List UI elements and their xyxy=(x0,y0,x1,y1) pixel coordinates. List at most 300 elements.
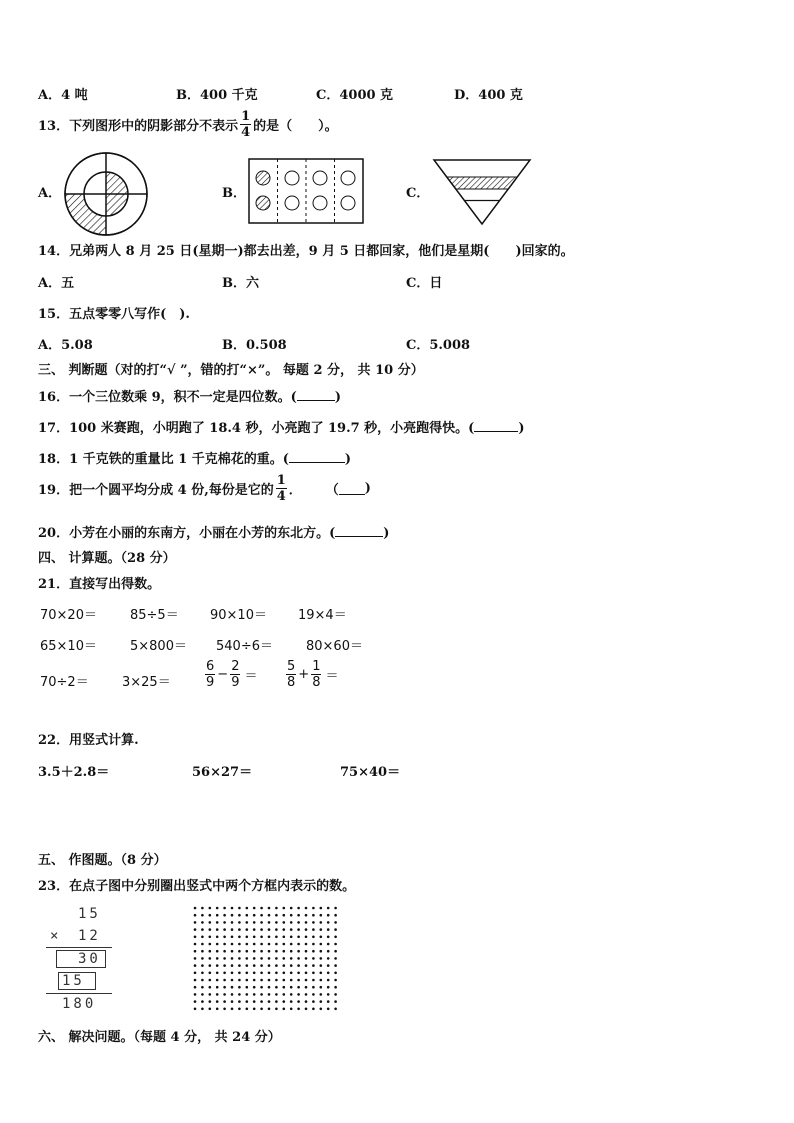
grid-dot xyxy=(275,964,278,967)
grid-dot xyxy=(283,928,286,931)
grid-dot xyxy=(327,921,330,924)
q21-expr-10: 3×25＝ xyxy=(122,675,171,690)
q15-option-b: B．0.508 xyxy=(222,338,287,353)
grid-dot xyxy=(312,1008,315,1011)
grid-dot xyxy=(305,986,308,989)
grid-dot xyxy=(216,993,219,996)
grid-dot xyxy=(334,993,337,996)
grid-dot xyxy=(275,1008,278,1011)
grid-dot xyxy=(320,964,323,967)
grid-dot xyxy=(253,986,256,989)
grid-dot xyxy=(216,1000,219,1003)
grid-dot xyxy=(246,950,249,953)
grid-dot xyxy=(194,950,197,953)
grid-dot xyxy=(268,986,271,989)
grid-dot xyxy=(260,979,263,982)
grid-dot xyxy=(194,957,197,960)
grid-dot xyxy=(327,914,330,917)
grid-dot xyxy=(297,936,300,939)
grid-dot xyxy=(231,943,234,946)
grid-dot xyxy=(297,1008,300,1011)
q21-frac-b-num: 2 xyxy=(231,659,240,674)
grid-dot xyxy=(334,1000,337,1003)
q23-partial-1: 30 xyxy=(78,951,101,967)
grid-dot xyxy=(275,972,278,975)
grid-dot xyxy=(312,957,315,960)
grid-dot xyxy=(334,972,337,975)
grid-dot xyxy=(194,936,197,939)
grid-dot xyxy=(327,993,330,996)
grid-dot xyxy=(223,964,226,967)
section-5-heading: 五、 作图题。（8 分） xyxy=(38,853,167,868)
q19-statement xyxy=(38,474,371,503)
q23-result: 180 xyxy=(62,996,97,1012)
grid-dot xyxy=(231,914,234,917)
grid-dot xyxy=(297,907,300,910)
grid-dot xyxy=(283,907,286,910)
grid-dot xyxy=(312,950,315,953)
q21-expr-3: 90×10＝ xyxy=(210,608,267,623)
q19-fraction xyxy=(276,474,287,503)
grid-dot xyxy=(275,993,278,996)
grid-dot xyxy=(268,979,271,982)
q21-frac-c-num: 5 xyxy=(287,659,296,674)
grid-dot xyxy=(290,936,293,939)
grid-dot xyxy=(268,972,271,975)
grid-dot xyxy=(297,957,300,960)
grid-dot xyxy=(283,1000,286,1003)
q23-top-number: 15 xyxy=(78,906,101,922)
grid-dot xyxy=(305,921,308,924)
grid-dot xyxy=(194,921,197,924)
grid-dot xyxy=(231,972,234,975)
q21-expr-4: 19×4＝ xyxy=(298,608,347,623)
grid-dot xyxy=(194,943,197,946)
grid-dot xyxy=(334,979,337,982)
grid-dot xyxy=(334,936,337,939)
q13-fraction xyxy=(240,110,251,139)
grid-dot xyxy=(305,964,308,967)
q23-rule-2 xyxy=(46,993,112,994)
q17-text: 17．100 米赛跑，小明跑了 18.4 秒，小亮跑了 19.7 秒，小亮跑得快。( xyxy=(38,421,475,436)
q12-option-a: A．4 吨 xyxy=(38,88,88,103)
grid-dot xyxy=(275,979,278,982)
q13-label-b: B． xyxy=(222,186,246,201)
grid-dot xyxy=(305,914,308,917)
grid-dot xyxy=(223,1000,226,1003)
grid-dot xyxy=(209,986,212,989)
grid-dot xyxy=(283,972,286,975)
grid-dot xyxy=(327,964,330,967)
grid-dot xyxy=(312,921,315,924)
grid-dot xyxy=(305,993,308,996)
q20-statement xyxy=(38,522,389,541)
grid-dot xyxy=(231,928,234,931)
grid-dot xyxy=(290,972,293,975)
q23-partial-2: 15 xyxy=(62,973,85,989)
grid-dot xyxy=(305,1008,308,1011)
grid-dot xyxy=(223,1008,226,1011)
grid-dot xyxy=(238,993,241,996)
grid-dot xyxy=(290,1000,293,1003)
grid-dot xyxy=(216,928,219,931)
grid-dot xyxy=(334,964,337,967)
grid-dot xyxy=(246,964,249,967)
grid-dot xyxy=(290,957,293,960)
grid-dot xyxy=(290,964,293,967)
grid-dot xyxy=(268,907,271,910)
grid-dot xyxy=(216,921,219,924)
grid-dot xyxy=(290,979,293,982)
q16-answer-blank[interactable] xyxy=(297,388,335,401)
grid-dot xyxy=(209,993,212,996)
grid-dot xyxy=(246,1000,249,1003)
q19-open-paren: （ xyxy=(325,483,339,498)
grid-dot xyxy=(253,921,256,924)
section-4-heading: 四、 计算题。（28 分） xyxy=(38,551,176,566)
grid-dot xyxy=(320,928,323,931)
grid-dot xyxy=(246,979,249,982)
q13-frac-num: 1 xyxy=(241,109,251,124)
grid-dot xyxy=(253,907,256,910)
grid-dot xyxy=(260,957,263,960)
q21-frac-d-den: 8 xyxy=(312,675,321,690)
q12-option-c: C．4000 克 xyxy=(316,88,394,103)
grid-dot xyxy=(238,964,241,967)
q23-rule-1 xyxy=(46,947,112,948)
grid-dot xyxy=(209,1000,212,1003)
grid-dot xyxy=(305,972,308,975)
grid-dot xyxy=(209,1008,212,1011)
grid-dot xyxy=(297,993,300,996)
grid-dot xyxy=(320,972,323,975)
q15-option-a: A．5.08 xyxy=(38,338,93,353)
grid-dot xyxy=(231,950,234,953)
grid-dot xyxy=(209,928,212,931)
q13-figure-c-triangle xyxy=(432,158,532,226)
grid-dot xyxy=(312,928,315,931)
grid-dot xyxy=(238,936,241,939)
grid-dot xyxy=(246,928,249,931)
grid-dot xyxy=(275,914,278,917)
grid-dot xyxy=(194,914,197,917)
grid-dot xyxy=(246,1008,249,1011)
q20-text: 20．小芳在小丽的东南方，小丽在小芳的东北方。( xyxy=(38,526,336,541)
grid-dot xyxy=(253,943,256,946)
q21-frac-b-den: 9 xyxy=(231,675,240,690)
q21-expr-1: 70×20＝ xyxy=(40,608,97,623)
grid-dot xyxy=(268,993,271,996)
q17-answer-blank[interactable] xyxy=(474,419,518,432)
grid-dot xyxy=(201,1000,204,1003)
grid-dot xyxy=(297,964,300,967)
q22-item-3: 75×40＝ xyxy=(340,765,401,780)
grid-dot xyxy=(253,972,256,975)
grid-dot xyxy=(201,979,204,982)
grid-dot xyxy=(238,950,241,953)
q21-frac-b xyxy=(230,660,240,689)
grid-dot xyxy=(253,1008,256,1011)
grid-dot xyxy=(253,993,256,996)
q13-figure-b-circles xyxy=(248,158,364,224)
grid-dot xyxy=(238,1000,241,1003)
grid-dot xyxy=(216,957,219,960)
grid-dot xyxy=(238,928,241,931)
grid-dot xyxy=(290,914,293,917)
grid-dot xyxy=(201,993,204,996)
q19-frac-num: 1 xyxy=(276,473,286,488)
grid-dot xyxy=(246,921,249,924)
section-6-heading: 六、 解决问题。（每题 4 分， 共 24 分） xyxy=(38,1030,281,1045)
grid-dot xyxy=(238,1008,241,1011)
grid-dot xyxy=(223,957,226,960)
grid-dot xyxy=(260,950,263,953)
grid-dot xyxy=(201,972,204,975)
grid-dot xyxy=(275,907,278,910)
grid-dot xyxy=(231,1000,234,1003)
q17-close-paren: ) xyxy=(518,421,525,436)
q23-dot-grid[interactable] xyxy=(192,905,340,1013)
grid-dot xyxy=(320,943,323,946)
grid-dot xyxy=(209,914,212,917)
q23-times-sign: × xyxy=(50,928,59,944)
q21-title: 21．直接写出得数。 xyxy=(38,577,161,592)
grid-dot xyxy=(253,1000,256,1003)
grid-dot xyxy=(201,950,204,953)
grid-dot xyxy=(209,972,212,975)
grid-dot xyxy=(216,936,219,939)
q12-option-d: D．400 克 xyxy=(454,88,523,103)
grid-dot xyxy=(283,950,286,953)
grid-dot xyxy=(305,957,308,960)
grid-dot xyxy=(268,936,271,939)
grid-dot xyxy=(297,921,300,924)
grid-dot xyxy=(334,928,337,931)
grid-dot xyxy=(238,986,241,989)
grid-dot xyxy=(201,928,204,931)
grid-dot xyxy=(260,993,263,996)
grid-dot xyxy=(223,943,226,946)
grid-dot xyxy=(327,936,330,939)
grid-dot xyxy=(312,979,315,982)
grid-dot xyxy=(297,986,300,989)
grid-dot xyxy=(194,1008,197,1011)
grid-dot xyxy=(334,986,337,989)
grid-dot xyxy=(290,928,293,931)
grid-dot xyxy=(201,914,204,917)
grid-dot xyxy=(312,943,315,946)
grid-dot xyxy=(275,986,278,989)
grid-dot xyxy=(201,936,204,939)
grid-dot xyxy=(297,914,300,917)
grid-dot xyxy=(275,943,278,946)
grid-dot xyxy=(238,907,241,910)
grid-dot xyxy=(327,986,330,989)
q21-frac-c xyxy=(286,660,296,689)
grid-dot xyxy=(260,907,263,910)
grid-dot xyxy=(320,1000,323,1003)
grid-dot xyxy=(297,1000,300,1003)
grid-dot xyxy=(297,928,300,931)
grid-dot xyxy=(238,914,241,917)
grid-dot xyxy=(290,950,293,953)
grid-dot xyxy=(238,979,241,982)
q21-frac-op-plus: + xyxy=(298,667,310,682)
grid-dot xyxy=(231,993,234,996)
q19-frac-den: 4 xyxy=(276,489,286,504)
grid-dot xyxy=(223,993,226,996)
q18-statement xyxy=(38,448,351,467)
q21-expr-6: 5×800＝ xyxy=(130,639,187,654)
grid-dot xyxy=(327,979,330,982)
grid-dot xyxy=(201,921,204,924)
grid-dot xyxy=(268,914,271,917)
grid-dot xyxy=(209,936,212,939)
q14-option-b: B．六 xyxy=(222,276,259,291)
q21-expr-8: 80×60＝ xyxy=(306,639,363,654)
grid-dot xyxy=(283,986,286,989)
grid-dot xyxy=(305,907,308,910)
grid-dot xyxy=(201,986,204,989)
grid-dot xyxy=(327,943,330,946)
q19-answer-blank[interactable] xyxy=(339,482,365,495)
grid-dot xyxy=(231,957,234,960)
grid-dot xyxy=(260,1008,263,1011)
grid-dot xyxy=(223,972,226,975)
q21-expr-12 xyxy=(284,660,338,689)
grid-dot xyxy=(246,957,249,960)
grid-dot xyxy=(290,943,293,946)
grid-dot xyxy=(253,936,256,939)
grid-dot xyxy=(327,950,330,953)
grid-dot xyxy=(260,928,263,931)
grid-dot xyxy=(283,936,286,939)
grid-dot xyxy=(283,1008,286,1011)
grid-dot xyxy=(231,907,234,910)
grid-dot xyxy=(223,950,226,953)
q19-close-paren: ) xyxy=(364,481,371,496)
grid-dot xyxy=(253,928,256,931)
grid-dot xyxy=(194,986,197,989)
grid-dot xyxy=(253,950,256,953)
grid-dot xyxy=(216,986,219,989)
q18-close-paren: ) xyxy=(344,452,352,467)
grid-dot xyxy=(238,921,241,924)
grid-dot xyxy=(334,957,337,960)
grid-dot xyxy=(320,957,323,960)
grid-dot xyxy=(223,936,226,939)
grid-dot xyxy=(320,986,323,989)
q14-option-c: C．日 xyxy=(406,276,443,291)
q13-text-before: 13．下列图形中的阴影部分不表示 xyxy=(38,119,239,134)
grid-dot xyxy=(334,914,337,917)
grid-dot xyxy=(260,914,263,917)
grid-dot xyxy=(268,964,271,967)
grid-dot xyxy=(320,1008,323,1011)
grid-dot xyxy=(305,943,308,946)
grid-dot xyxy=(268,921,271,924)
grid-dot xyxy=(327,1008,330,1011)
grid-dot xyxy=(290,921,293,924)
grid-dot xyxy=(231,1008,234,1011)
q21-frac-a xyxy=(205,660,215,689)
q19-text-after: ． xyxy=(288,483,302,498)
q21-expr-2: 85÷5＝ xyxy=(130,608,179,623)
grid-dot xyxy=(312,936,315,939)
grid-dot xyxy=(246,914,249,917)
grid-dot xyxy=(327,928,330,931)
q21-frac-d-num: 1 xyxy=(312,659,321,674)
q21-expr-11 xyxy=(203,660,257,689)
grid-dot xyxy=(312,972,315,975)
grid-dot xyxy=(253,914,256,917)
grid-dot xyxy=(290,986,293,989)
grid-dot xyxy=(320,993,323,996)
q20-close-paren: ) xyxy=(383,526,390,541)
grid-dot xyxy=(209,964,212,967)
grid-dot xyxy=(334,921,337,924)
grid-dot xyxy=(238,957,241,960)
grid-dot xyxy=(275,950,278,953)
grid-dot xyxy=(334,907,337,910)
grid-dot xyxy=(231,921,234,924)
q21-frac-c-den: 8 xyxy=(287,675,296,690)
grid-dot xyxy=(209,907,212,910)
grid-dot xyxy=(201,943,204,946)
grid-dot xyxy=(275,936,278,939)
grid-dot xyxy=(231,986,234,989)
q13-question xyxy=(38,110,338,139)
grid-dot xyxy=(246,986,249,989)
grid-dot xyxy=(305,979,308,982)
grid-dot xyxy=(260,1000,263,1003)
grid-dot xyxy=(297,943,300,946)
q21-expr-9: 70÷2＝ xyxy=(40,675,89,690)
grid-dot xyxy=(260,972,263,975)
grid-dot xyxy=(253,979,256,982)
q21-frac-d xyxy=(311,660,321,689)
grid-dot xyxy=(320,907,323,910)
q18-answer-blank[interactable] xyxy=(289,450,345,463)
grid-dot xyxy=(246,936,249,939)
grid-dot xyxy=(297,972,300,975)
grid-dot xyxy=(209,943,212,946)
grid-dot xyxy=(268,950,271,953)
grid-dot xyxy=(320,950,323,953)
grid-dot xyxy=(275,1000,278,1003)
q20-answer-blank[interactable] xyxy=(335,524,383,537)
q14-question: 14．兄弟两人 8 月 25 日(星期一)都去出差，9 月 5 日都回家，他们是星期( )回家的。 xyxy=(38,244,574,259)
q23-vertical-multiplication xyxy=(40,902,118,1014)
grid-dot xyxy=(283,914,286,917)
grid-dot xyxy=(260,936,263,939)
grid-dot xyxy=(216,907,219,910)
grid-dot xyxy=(268,928,271,931)
grid-dot xyxy=(327,1000,330,1003)
q21-frac-eq-2: ＝ xyxy=(325,669,339,684)
grid-dot xyxy=(268,1008,271,1011)
grid-dot xyxy=(320,936,323,939)
q23-multiplier: 12 xyxy=(78,928,101,944)
grid-dot xyxy=(297,979,300,982)
q15-question: 15．五点零零八写作( ). xyxy=(38,307,190,322)
grid-dot xyxy=(290,907,293,910)
q22-title: 22．用竖式计算. xyxy=(38,733,139,748)
q16-close-paren: ) xyxy=(334,390,341,405)
grid-dot xyxy=(209,950,212,953)
grid-dot xyxy=(223,914,226,917)
grid-dot xyxy=(223,986,226,989)
